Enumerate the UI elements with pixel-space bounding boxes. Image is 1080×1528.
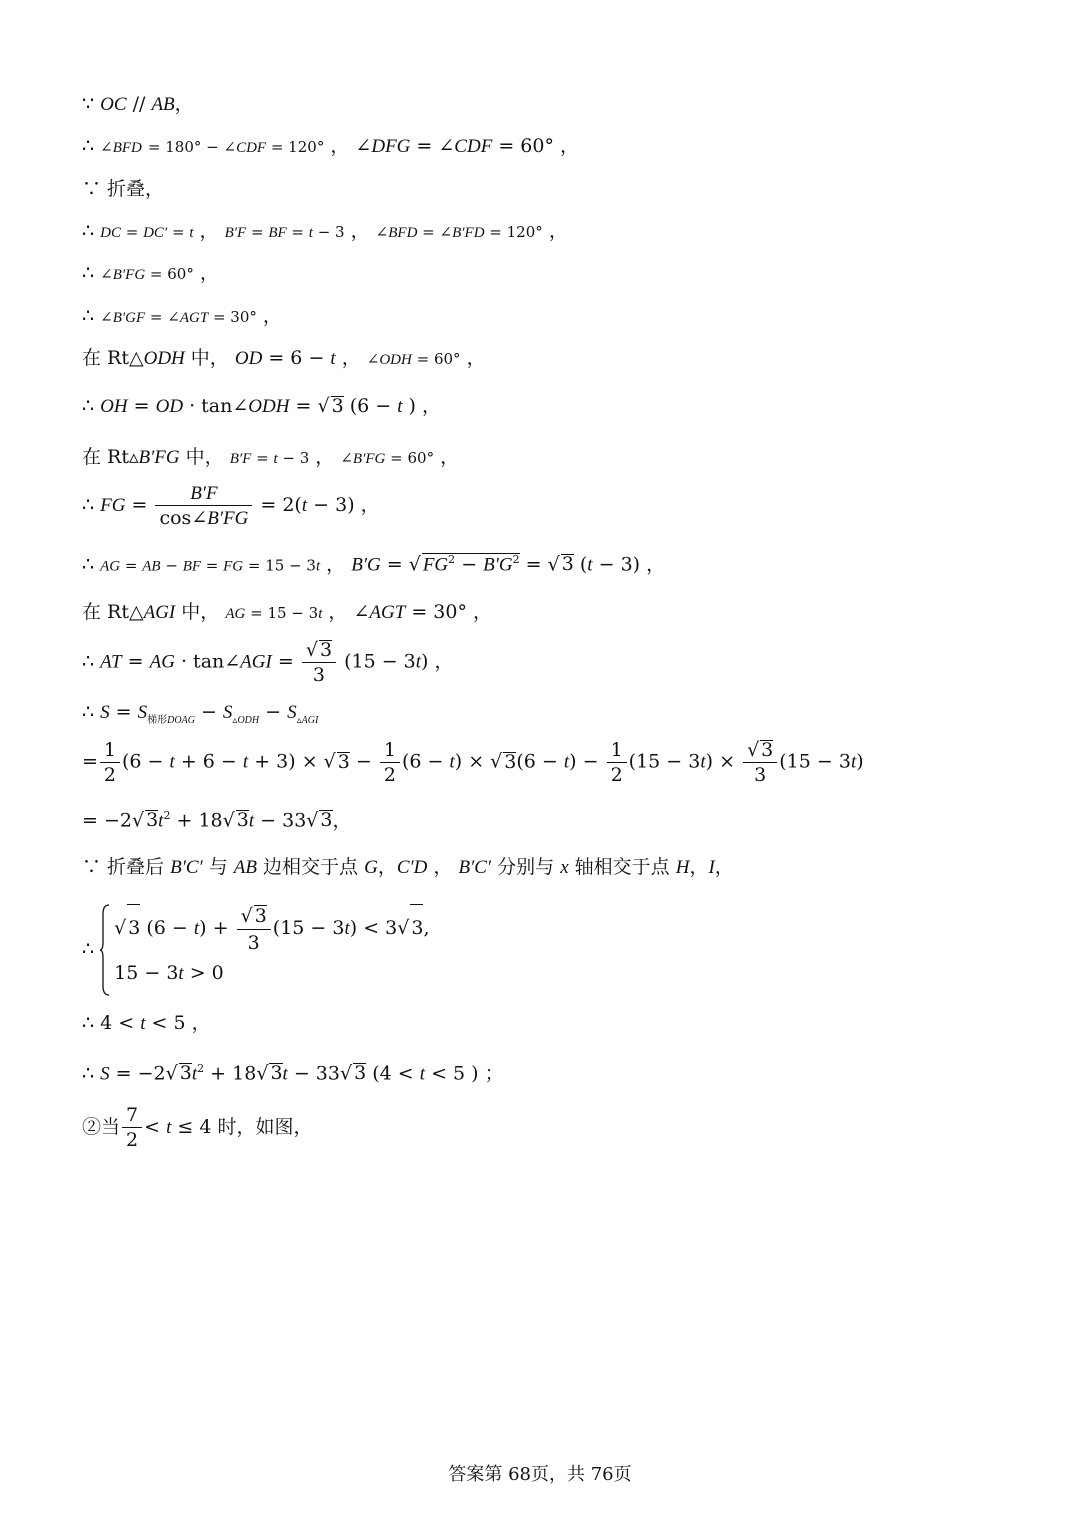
proof-line-4: ∴ DC = DC′ = t ， B′F = BF = t − 3 ， ∠BFD = ∠B′FD = 120° ，	[82, 220, 568, 242]
inequality-system: √ 3 (6 − t) + $\frac{√ 3}{3}$ (15 − 3t) < 3√ 3, 15 − 3t > 0	[100, 904, 429, 996]
proof-line-20: ∴ S = −2√ $3t^2 + 18√$ 3t − 33√ 3 (4 < t < 5 ) ；	[82, 1062, 504, 1085]
proof-line-10: ∴ FG = $\frac{B'F}{\cos\angle B'FG}$ = 2(t − 3) ，	[82, 483, 380, 529]
proof-line-17: ∵ 折叠后 B′C′ 与 AB 边相交于点 G，C′D ， B′C′ 分别与 x 轴相交于点 H，I，	[82, 856, 734, 878]
fraction: $\frac{√ 3}{3}$	[302, 640, 336, 685]
proof-line-8: ∴ OH = OD · tan∠ODH = √ 3 (6 − t ) ，	[82, 395, 441, 417]
fraction: $\frac{B'F}{\cos\angle B'FG}$	[155, 484, 252, 528]
proof-line-15: = $\frac{1}{2}$ (6 − t + 6 − t + 3) × √ 3 − $\frac{1}{2}$ (6 − t) × √ 3(6 − t) − $\frac{1}{2}$ (15 − 3t) × $\frac{√ 3}{3}$ (15 − 3t)	[82, 738, 864, 786]
proof-line-16: = −2√ $3t^2 + 18√$ 3t − 33√ 3，	[82, 809, 352, 832]
proof-line-19: ∴ 4 < t < 5 ，	[82, 1012, 211, 1034]
proof-line-5: ∴ ∠B′FG = 60° ，	[82, 262, 219, 284]
proof-line-9: 在 Rt▵B′FG 中， B′F = t − 3 ， ∠B′FG = 60° ，	[82, 446, 460, 468]
proof-line-2: ∴ ∠BFD = 180° − ∠CDF = 120° ， ∠DFG = ∠CDF = 60° ，	[82, 135, 580, 157]
proof-line-12: 在 Rt△AGI 中， AG = 15 − 3t ， ∠AGT = 30° ，	[82, 601, 492, 623]
proof-line-13: ∴ AT = AG · tan∠AGI = $\frac{√ 3}{3}$ (15 − 3t) ，	[82, 639, 454, 686]
proof-line-7: 在 Rt△ODH 中， OD = 6 − t ， ∠ODH = 60° ，	[82, 347, 486, 369]
proof-line-6: ∴ ∠B′GF = ∠AGT = 30° ，	[82, 305, 282, 327]
proof-line-11: ∴ AG = AB − BF = FG = 15 − 3t ， B′G = √ $FG^2 - B'G^2$ = √ 3 (t − 3) ，	[82, 553, 666, 576]
proof-line-3: ∵ 折叠，	[82, 178, 165, 200]
proof-line-14: ∴ $S = S_{梯形DOAG} - S_{▵ODH} - S_{▵AGI}$	[82, 701, 319, 726]
proof-line-21: ②当 $\frac{7}{2}$ < t ≤ 4 时，如图，	[82, 1104, 313, 1151]
page-footer: 答案第 68页，共 76页	[448, 1464, 632, 1485]
proof-line-18: ∴ √ 3 (6 − t) + $\frac{√ 3}{3}$ (15 − 3t) < 3√ 3, 15 − 3t > 0	[82, 904, 430, 996]
brace-icon	[100, 904, 110, 996]
proof-line-1: ∵ OC // AB，	[82, 93, 194, 115]
